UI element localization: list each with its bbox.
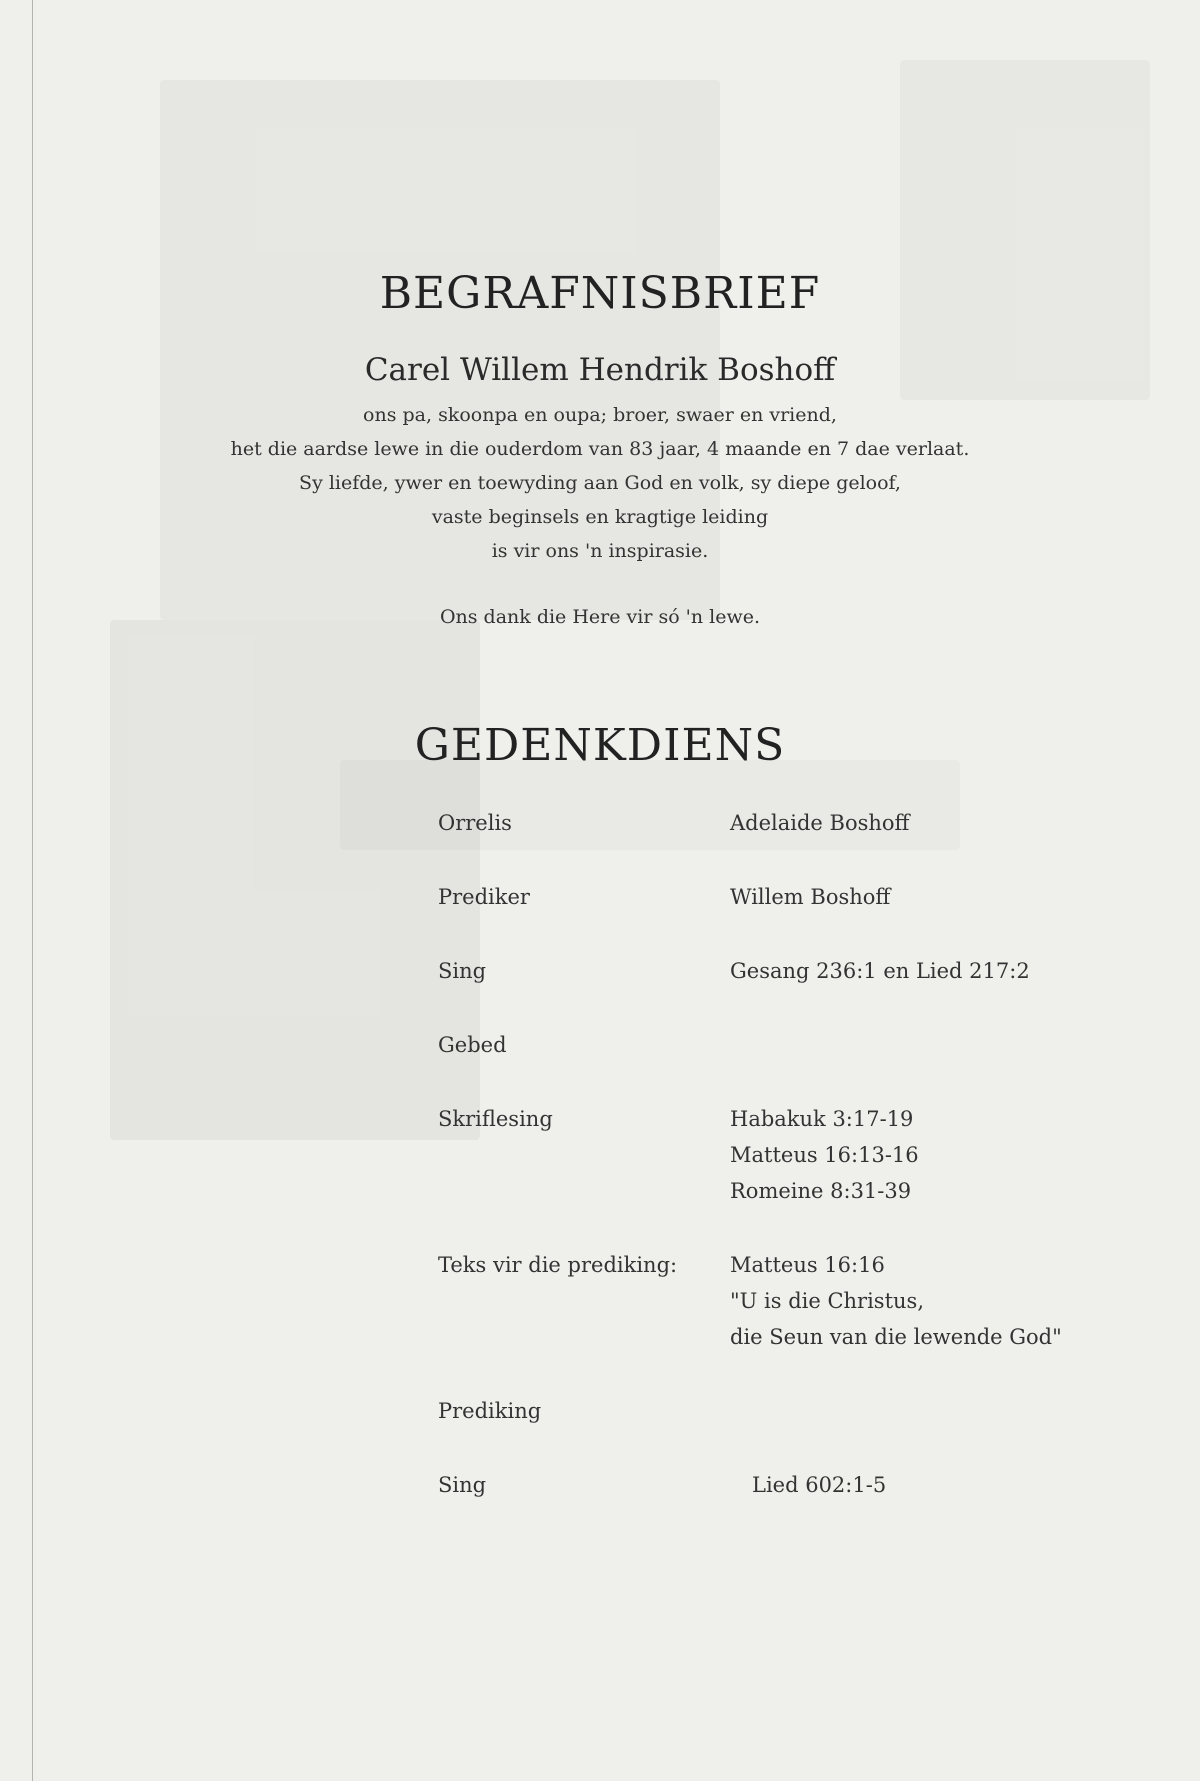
program-label: Prediking — [438, 1399, 542, 1423]
program-row-sermon — [438, 1393, 1118, 1429]
program-value: "U is die Christus, — [730, 1289, 925, 1313]
program-row-preacher — [438, 879, 1118, 915]
background-bleed-through — [900, 60, 1150, 400]
program-label: Orrelis — [438, 811, 512, 835]
program-values — [730, 953, 1118, 989]
program-values — [730, 1393, 1118, 1429]
program-value: Romeine 8:31-39 — [730, 1179, 912, 1203]
program-values — [730, 1101, 1118, 1209]
service-program — [438, 805, 1118, 1541]
program-label: Sing — [438, 959, 487, 983]
tribute-line: vaste beginsels en kragtige leiding — [431, 506, 769, 528]
program-label: Teks vir die prediking: — [438, 1253, 678, 1277]
gratitude-line: Ons dank die Here vir só 'n lewe. — [439, 606, 761, 628]
background-bleed-through — [110, 620, 480, 1140]
program-label: Skriflesing — [438, 1107, 553, 1131]
program-label: Gebed — [438, 1033, 507, 1057]
tribute-line: is vir ons 'n inspirasie. — [491, 540, 709, 562]
page-title: BEGRAFNISBRIEF — [379, 268, 821, 319]
program-row-prayer — [438, 1027, 1118, 1063]
tribute-text — [0, 398, 1200, 568]
tribute-line: Sy liefde, ywer en toewyding aan God en volk, sy diepe geloof, — [299, 472, 901, 494]
tribute-line: ons pa, skoonpa en oupa; broer, swaer en vriend, — [363, 404, 837, 426]
program-row-sermon-text — [438, 1247, 1118, 1355]
program-values — [730, 879, 1118, 915]
program-value: Adelaide Boshoff — [730, 811, 910, 835]
service-title: GEDENKDIENS — [414, 720, 786, 771]
program-value: Matteus 16:16 — [730, 1253, 885, 1277]
program-value: Habakuk 3:17-19 — [730, 1107, 914, 1131]
program-label: Prediker — [438, 885, 530, 909]
program-row-organist — [438, 805, 1118, 841]
program-value: Willem Boshoff — [730, 885, 891, 909]
program-value: Gesang 236:1 en Lied 217:2 — [730, 959, 1030, 983]
program-label: Sing — [438, 1473, 487, 1497]
program-values — [730, 1027, 1118, 1063]
program-value: Lied 602:1-5 — [752, 1473, 887, 1497]
program-value: die Seun van die lewende God" — [730, 1325, 1062, 1349]
program-values — [730, 805, 1118, 841]
program-values — [730, 1247, 1118, 1355]
program-values — [730, 1467, 1118, 1503]
program-row-sing — [438, 953, 1118, 989]
program-row-scripture — [438, 1101, 1118, 1209]
program-value: Matteus 16:13-16 — [730, 1143, 919, 1167]
tribute-line: het die aardse lewe in die ouderdom van 83 jaar, 4 maande en 7 dae verlaat. — [230, 438, 970, 460]
deceased-name: Carel Willem Hendrik Boshoff — [364, 352, 836, 388]
program-row-closing-sing — [438, 1467, 1118, 1503]
